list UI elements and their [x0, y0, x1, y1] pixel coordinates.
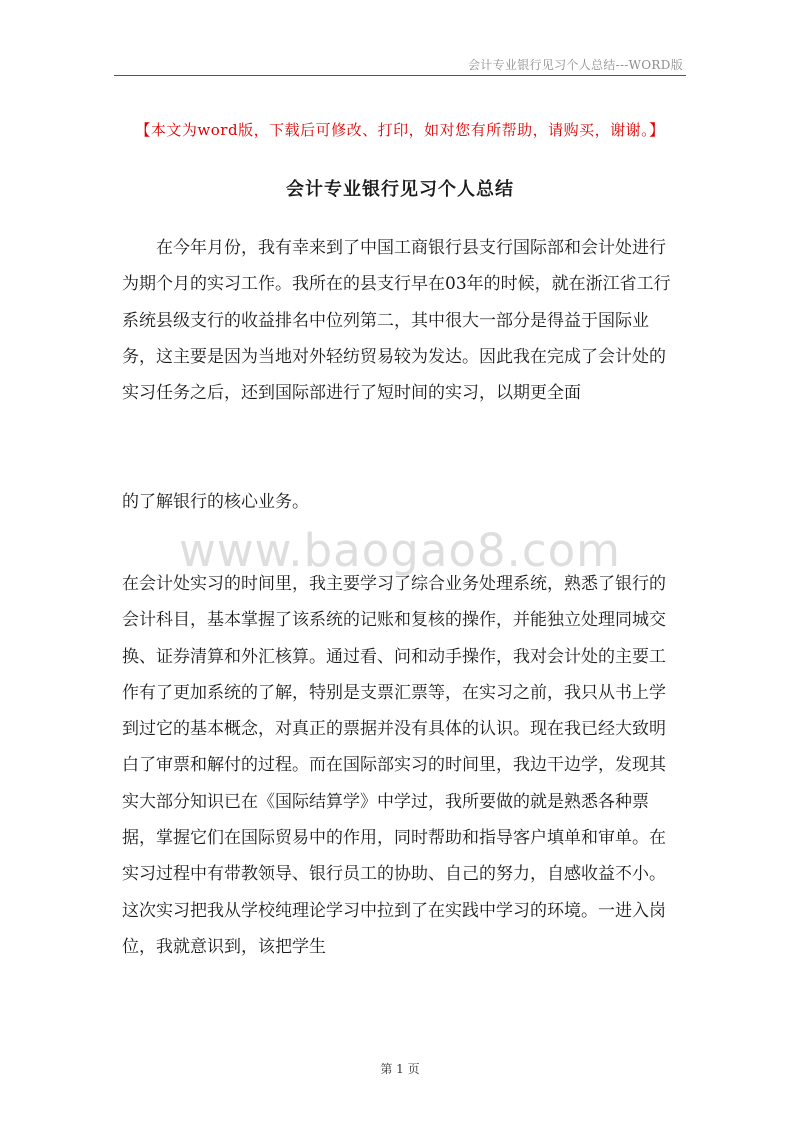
body-paragraph-2: 在会计处实习的时间里，我主要学习了综合业务处理系统，熟悉了银行的会计科目，基本掌握了该系统的记账和复核的操作，并能独立处理同城交换、证券清算和外汇核算。通过看、问和动手操作，我对会计处的主要工作有了更加系统的了解，特别是支票汇票等，在实习之前，我只从书上学到过它的基本概念，对真正的票据并没有具体的认识。现在我已经大致明白了审票和解付的过程。而在国际部实习的时间里，我边干边学，发现其实大部分知识已在《国际结算学》中学过，我所要做的就是熟悉各种票据，掌握它们在国际贸易中的作用，同时帮助和指导客户填单和审单。在实习过程中有带教领导、银行员工的协助、自己的努力，自感收益不小。这次实习把我从学校纯理论学习中拉到了在实践中学习的环境。一进入岗位，我就意识到，该把学生	[122, 574, 666, 957]
page-number: 第 1 页	[380, 1062, 420, 1076]
document-title: 会计专业银行见习个人总结	[286, 179, 514, 200]
header-divider	[114, 75, 686, 76]
body-paragraph-1-tail: 的了解银行的核心业务。	[122, 492, 309, 512]
body-paragraph-1: 在今年月份，我有幸来到了中国工商银行县支行国际部和会计处进行为期个月的实习工作。我所在的县支行早在03年的时候，就在浙江省工行系统县级支行的收益排名中位列第二，其中很大一部分是得益于国际业务，这主要是因为当地对外轻纺贸易较为发达。因此我在完成了会计处的实习任务之后，还到国际部进行了短时间的实习，以期更全面	[122, 238, 671, 404]
download-notice: 【本文为word版，下载后可修改、打印，如对您有所帮助，请购买，谢谢。】	[135, 121, 665, 139]
watermark: www.baogao8.com	[179, 524, 621, 577]
running-header: 会计专业银行见习个人总结---WORD版	[468, 58, 683, 72]
